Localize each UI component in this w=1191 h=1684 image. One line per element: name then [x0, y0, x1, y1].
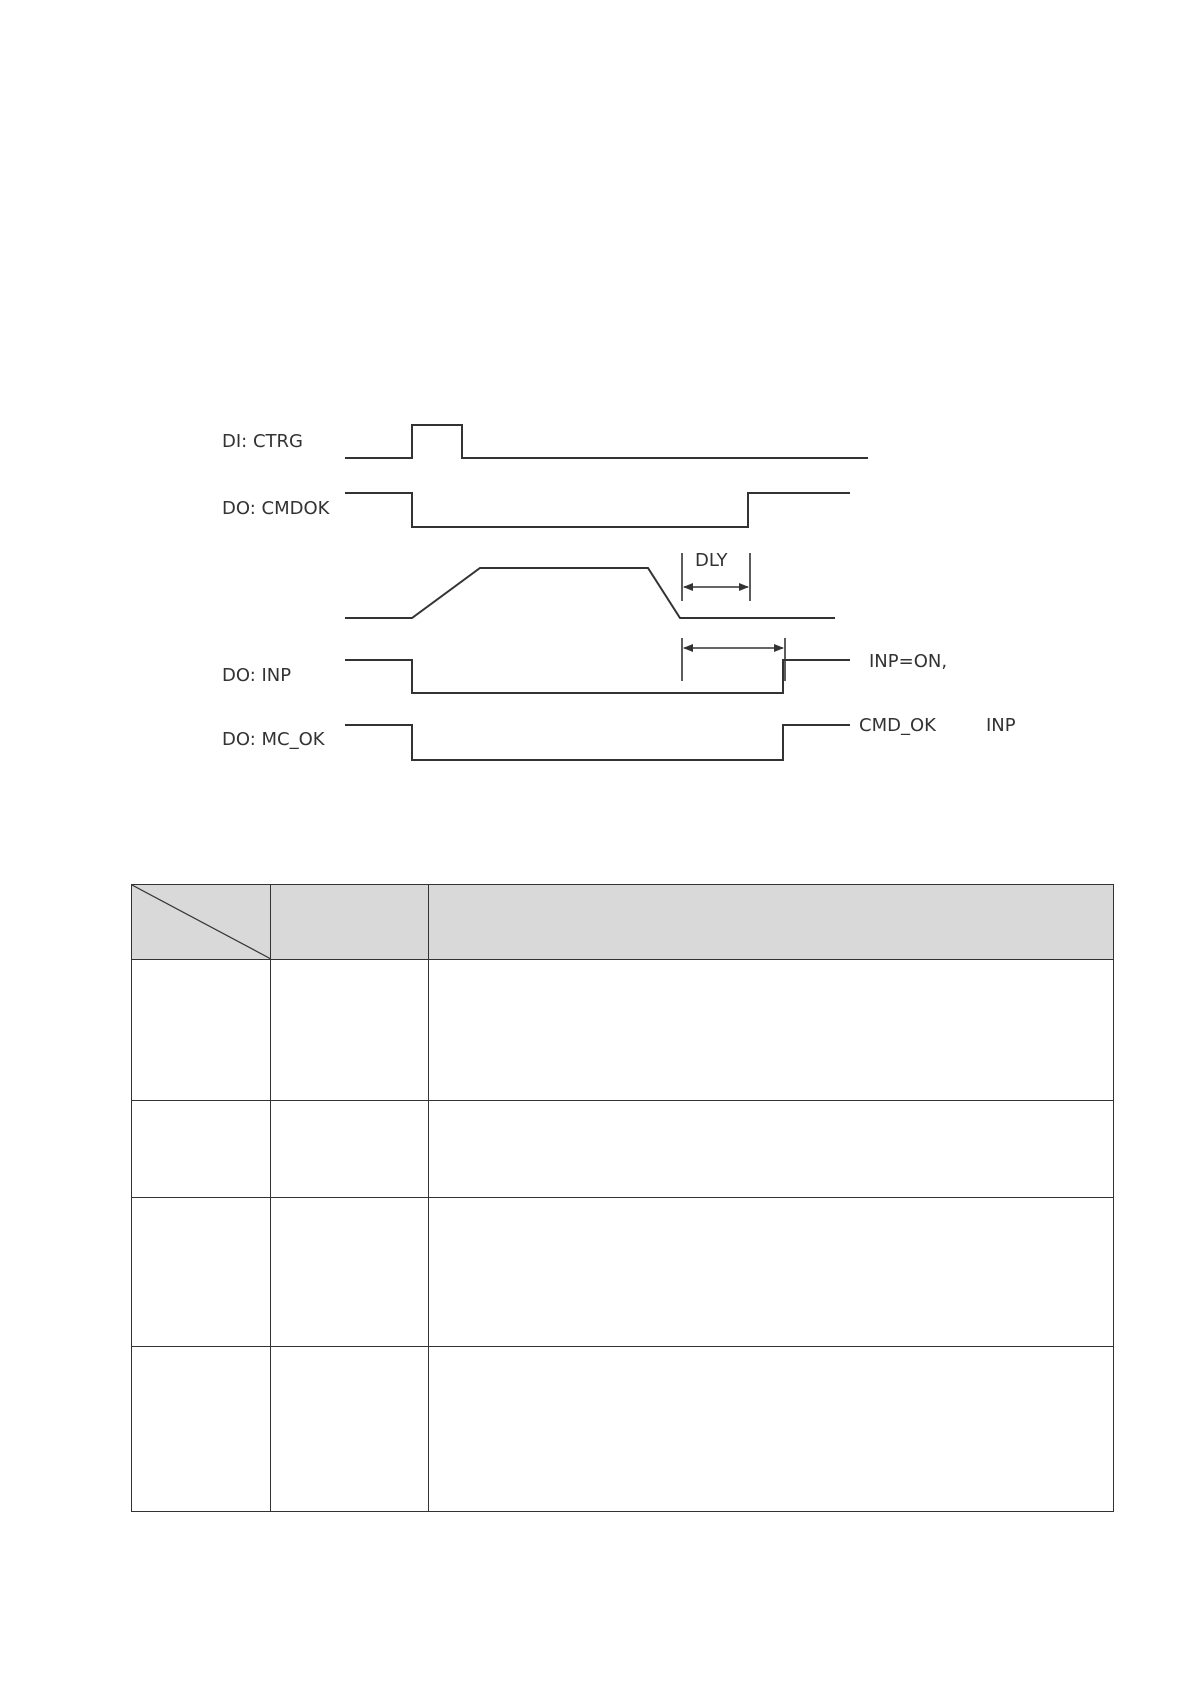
table-cell [271, 1198, 429, 1347]
table-cell [429, 1198, 1114, 1347]
header-cell-3 [429, 885, 1114, 960]
cmd-ok-label: CMD_OK [859, 715, 936, 736]
signal-label-mcok: DO: MC_OK [222, 729, 325, 750]
table-header-row [132, 885, 1114, 960]
table-cell [271, 1347, 429, 1512]
waveform-motion-profile [345, 568, 835, 618]
table-cell [132, 1101, 271, 1198]
waveform-inp [345, 660, 850, 693]
header-cell-2 [271, 885, 429, 960]
table-cell [271, 1101, 429, 1198]
table-row [132, 1347, 1114, 1512]
timing-diagram [0, 0, 1191, 820]
header-diagonal-line [132, 885, 271, 959]
inp-on-label: INP=ON, [869, 651, 948, 672]
table-cell [429, 960, 1114, 1101]
signal-label-cmdok: DO: CMDOK [222, 498, 330, 519]
header-corner-cell [132, 885, 271, 960]
waveform-cmdok [345, 493, 850, 527]
table-row [132, 1198, 1114, 1347]
table-row [132, 1101, 1114, 1198]
waveform-mcok [345, 725, 850, 760]
table-cell [132, 1198, 271, 1347]
table-cell [271, 960, 429, 1101]
signal-label-ctrg: DI: CTRG [222, 431, 303, 452]
table-cell [132, 1347, 271, 1512]
table-row [132, 960, 1114, 1101]
waveform-ctrg [345, 425, 868, 458]
table-cell [429, 1101, 1114, 1198]
dly-label: DLY [695, 550, 728, 571]
inp-label: INP [986, 715, 1016, 736]
data-table [131, 884, 1114, 1512]
signal-label-inp: DO: INP [222, 665, 292, 686]
table-cell [132, 960, 271, 1101]
table-cell [429, 1347, 1114, 1512]
